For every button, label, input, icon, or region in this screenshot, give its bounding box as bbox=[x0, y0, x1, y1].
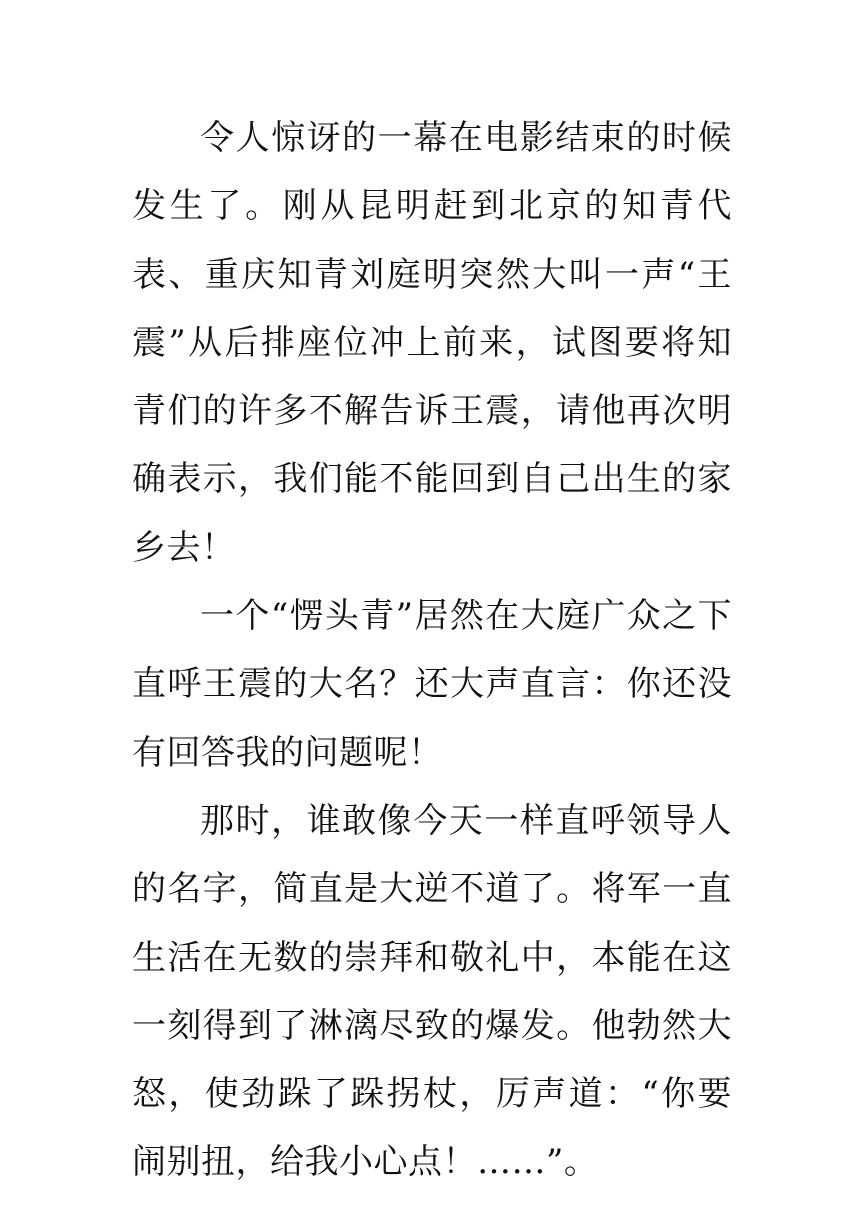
paragraph-2: 一个“愣头青”居然在大庭广众之下直呼王震的大名？还大声直言：你还没有回答我的问题呢！ bbox=[132, 596, 732, 773]
document-body bbox=[132, 104, 732, 1197]
paragraph-3: 那时，谁敢像今天一样直呼领导人的名字，简直是大逆不道了。将军一直生活在无数的崇拜和敬礼中，本能在这一刻得到了淋漓尽致的爆发。他勃然大怒，使劲跺了跺拐杖，厉声道：“你要闹别扭，给我小心点！……”。 bbox=[132, 800, 732, 1183]
paragraph-1: 令人惊讶的一幕在电影结束的时候发生了。刚从昆明赶到北京的知青代表、重庆知青刘庭明突然大叫一声“王震”从后排座位冲上前来，试图要将知青们的许多不解告诉王震，请他再次明确表示，我们能不能回到自己出生的家乡去！ bbox=[132, 118, 732, 568]
